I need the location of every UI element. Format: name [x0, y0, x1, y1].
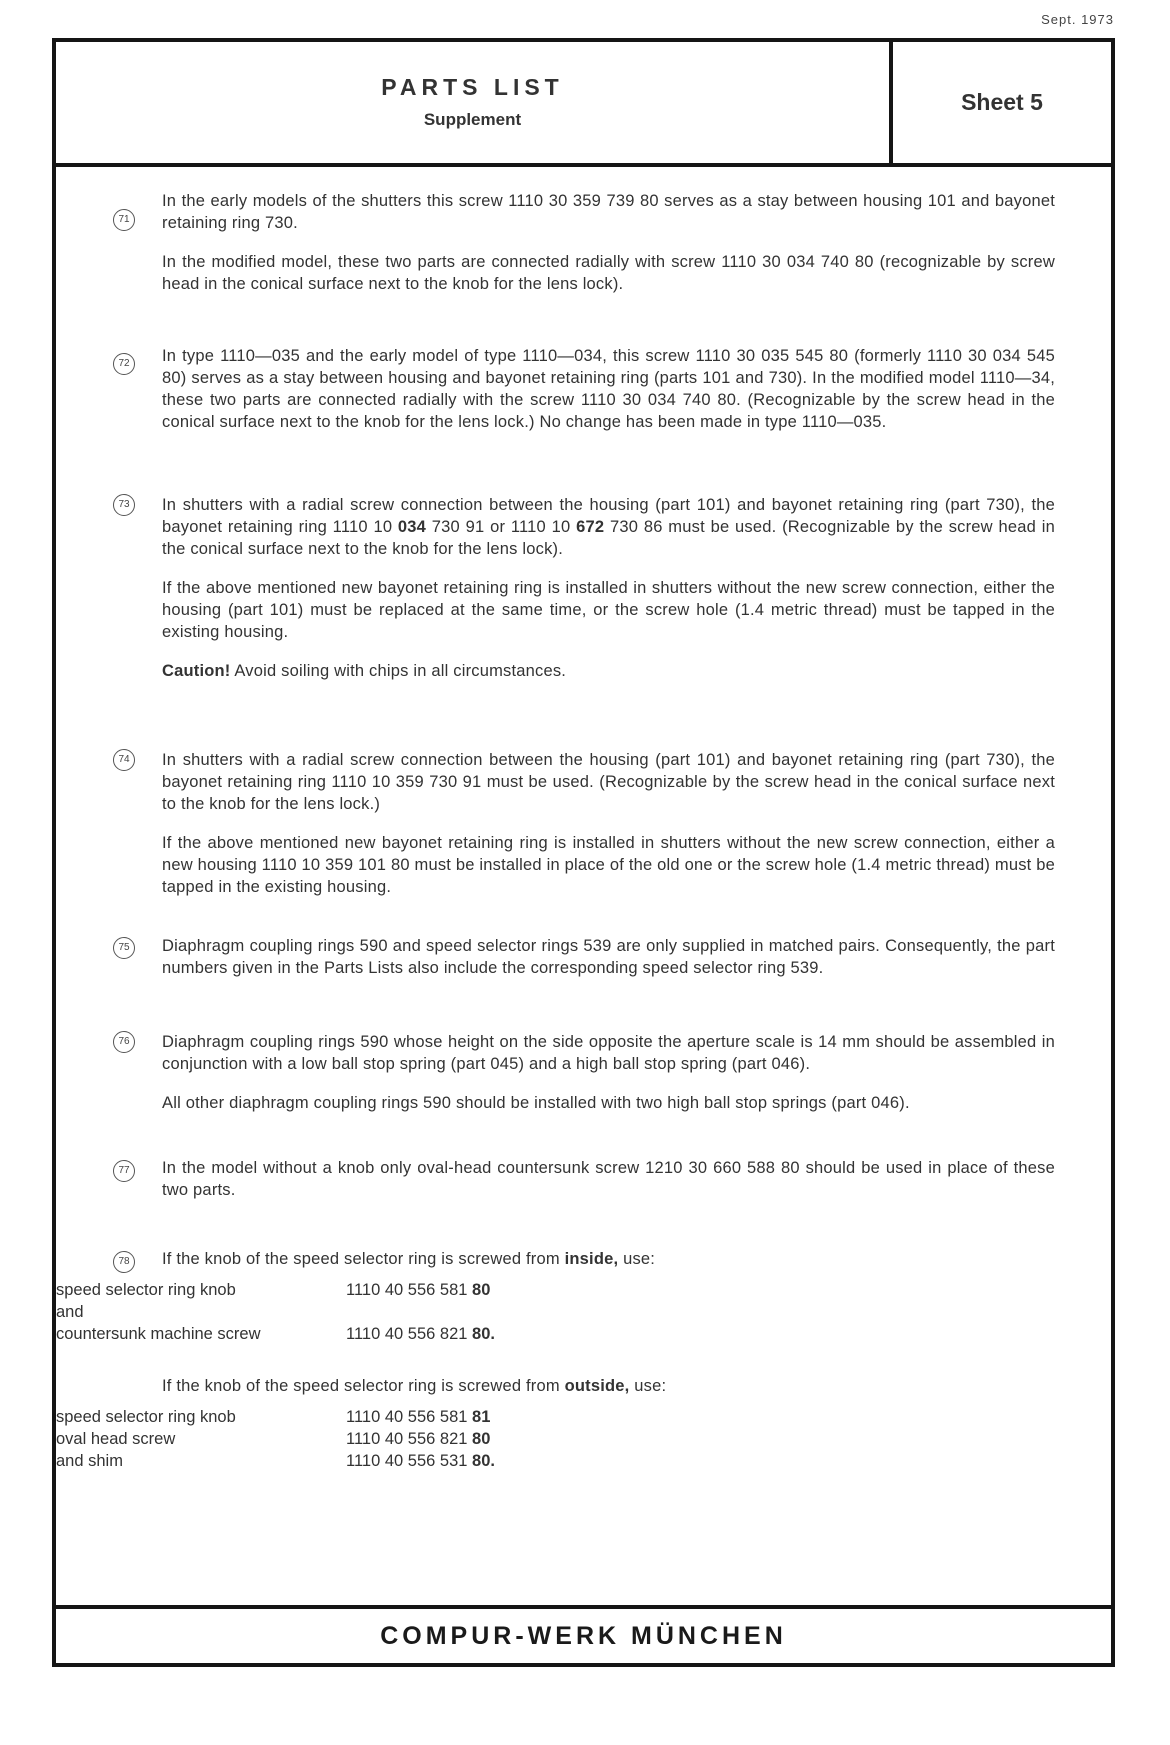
note-number: 71: [113, 209, 135, 231]
table-row: [56, 1301, 495, 1323]
part-label: and shim: [56, 1452, 123, 1470]
part-number: [346, 1323, 495, 1345]
part-suffix: 80: [472, 1430, 491, 1448]
part-number: [346, 1301, 495, 1323]
text-run: Avoid soiling with chips in all circumstances.: [230, 662, 567, 680]
note-paragraph: If the above mentioned new bayonet retaining ring is installed in shutters without the new screw connection, either a new housing 1110 10 359 101 80 must be installed in place of the old one or the screw hole (1.4 metric thread) must be tapped in the existing housing.: [162, 834, 1055, 896]
part-number: [346, 1279, 495, 1301]
part-number: [346, 1428, 495, 1450]
company-footer: COMPUR-WERK MÜNCHEN: [56, 1605, 1111, 1663]
note-71: [56, 190, 1111, 295]
note-77: [56, 1157, 1111, 1201]
table-row: [56, 1428, 495, 1450]
note-72: [56, 345, 1111, 433]
table-row: [56, 1323, 495, 1345]
note-paragraph: [56, 1375, 1111, 1397]
note-78: [56, 1248, 1111, 1472]
text-run: 730 86 must be used. (Recognizable by the screw head in the conical surface next to the knob for the lens lock).: [162, 518, 1055, 558]
part-code: 1110 40 556 581: [346, 1281, 473, 1299]
parts-table-outside: [56, 1406, 495, 1472]
title-cell: [56, 42, 893, 163]
note-paragraph: In the early models of the shutters this screw 1110 30 359 739 80 serves as a stay between housing 101 and bayonet retaining ring 730.: [162, 192, 1055, 232]
note-number: 73: [113, 494, 135, 516]
note-number: 76: [113, 1031, 135, 1053]
note-number: 74: [113, 749, 135, 771]
part-label: oval head screw: [56, 1430, 176, 1448]
table-row: [56, 1406, 495, 1428]
note-73: [56, 494, 1111, 682]
note-paragraph: Diaphragm coupling rings 590 whose height on the side opposite the aperture scale is 14 mm should be assembled in conjunction with a low ball stop spring (part 045) and a high ball stop spring (part 046).: [162, 1033, 1055, 1073]
part-code: 1110 40 556 581: [346, 1408, 473, 1426]
text-run-bold: outside,: [564, 1377, 630, 1395]
part-suffix: 80.: [472, 1452, 495, 1470]
text-run-bold: inside,: [564, 1250, 619, 1268]
part-label: and: [56, 1303, 84, 1321]
text-run-bold: 034: [397, 518, 427, 536]
note-number: 78: [113, 1251, 135, 1273]
caution-label: Caution!: [162, 662, 231, 680]
part-label: countersunk machine screw: [56, 1325, 261, 1343]
page-title: PARTS LIST: [381, 74, 564, 100]
note-paragraph: [56, 660, 1111, 682]
note-76: [56, 1031, 1111, 1114]
part-number: [346, 1406, 495, 1428]
table-row: [56, 1450, 495, 1472]
text-run-bold: 672: [576, 518, 605, 536]
note-paragraph: [56, 1248, 1111, 1270]
note-number: 77: [113, 1160, 135, 1182]
header: [56, 42, 1111, 167]
part-code: 1110 40 556 821: [346, 1430, 473, 1448]
table-row: [56, 1279, 495, 1301]
note-75: [56, 935, 1111, 979]
part-code: 1110 40 556 531: [346, 1452, 473, 1470]
sheet-number: Sheet 5: [961, 89, 1043, 115]
part-code: 1110 40 556 821: [346, 1325, 473, 1343]
note-74: [56, 749, 1111, 898]
note-number: 72: [113, 353, 135, 375]
parts-table-inside: [56, 1279, 495, 1345]
part-label: speed selector ring knob: [56, 1281, 236, 1299]
document-date: Sept. 1973: [1041, 12, 1114, 27]
text-run: If the knob of the speed selector ring is screwed from: [162, 1377, 565, 1395]
note-paragraph: If the above mentioned new bayonet retaining ring is installed in shutters without the new screw connection, either the housing (part 101) must be replaced at the same time, or the screw hole (1.4 metric thread) must be tapped in the existing housing.: [162, 579, 1055, 641]
text-run: use:: [629, 1377, 667, 1395]
note-paragraph: [56, 494, 1111, 560]
text-run: If the knob of the speed selector ring is screwed from: [162, 1250, 565, 1268]
text-run: In shutters with a radial screw connection between the housing (part 101) and bayonet retaining ring (part 730), the bayonet retaining ring 1110 10: [162, 496, 1055, 536]
note-paragraph: All other diaphragm coupling rings 590 should be installed with two high ball stop springs (part 046).: [162, 1094, 910, 1112]
part-suffix: 80.: [472, 1325, 495, 1343]
note-paragraph: In the model without a knob only oval-head countersunk screw 1210 30 660 588 80 should be used in place of these two parts.: [162, 1159, 1055, 1199]
page-subtitle: Supplement: [423, 110, 522, 129]
page-frame: [52, 38, 1115, 1667]
text-run: 730 91 or 1110 10: [426, 518, 577, 536]
part-suffix: 80: [472, 1281, 491, 1299]
part-suffix: 81: [472, 1408, 491, 1426]
note-paragraph: In the modified model, these two parts are connected radially with screw 1110 30 034 740 80 (recognizable by screw head in the conical surface next to the knob for the lens lock).: [162, 253, 1055, 293]
text-run: use:: [618, 1250, 656, 1268]
note-number: 75: [113, 937, 135, 959]
note-paragraph: Diaphragm coupling rings 590 and speed selector rings 539 are only supplied in matched pairs. Consequently, the part numbers given in the Parts Lists also include the corresponding speed selector ring 539.: [162, 937, 1055, 977]
part-label: speed selector ring knob: [56, 1408, 236, 1426]
note-paragraph: In shutters with a radial screw connection between the housing (part 101) and bayonet retaining ring (part 730), the bayonet retaining ring 1110 10 359 730 91 must be used. (Recognizable by the screw head in the conical surface next to the knob for the lens lock.): [162, 751, 1055, 813]
note-paragraph: In type 1110—035 and the early model of type 1110—034, this screw 1110 30 035 545 80 (formerly 1110 30 034 545 80) serves as a stay between housing and bayonet retaining ring (parts 101 and 730). In the modified model 1110—34, these two parts are connected radially with the screw 1110 30 034 740 80. (Recognizable by the screw head in the conical surface next to the knob for the lens lock.) No change has been made in type 1110—035.: [162, 347, 1055, 431]
part-number: [346, 1450, 495, 1472]
